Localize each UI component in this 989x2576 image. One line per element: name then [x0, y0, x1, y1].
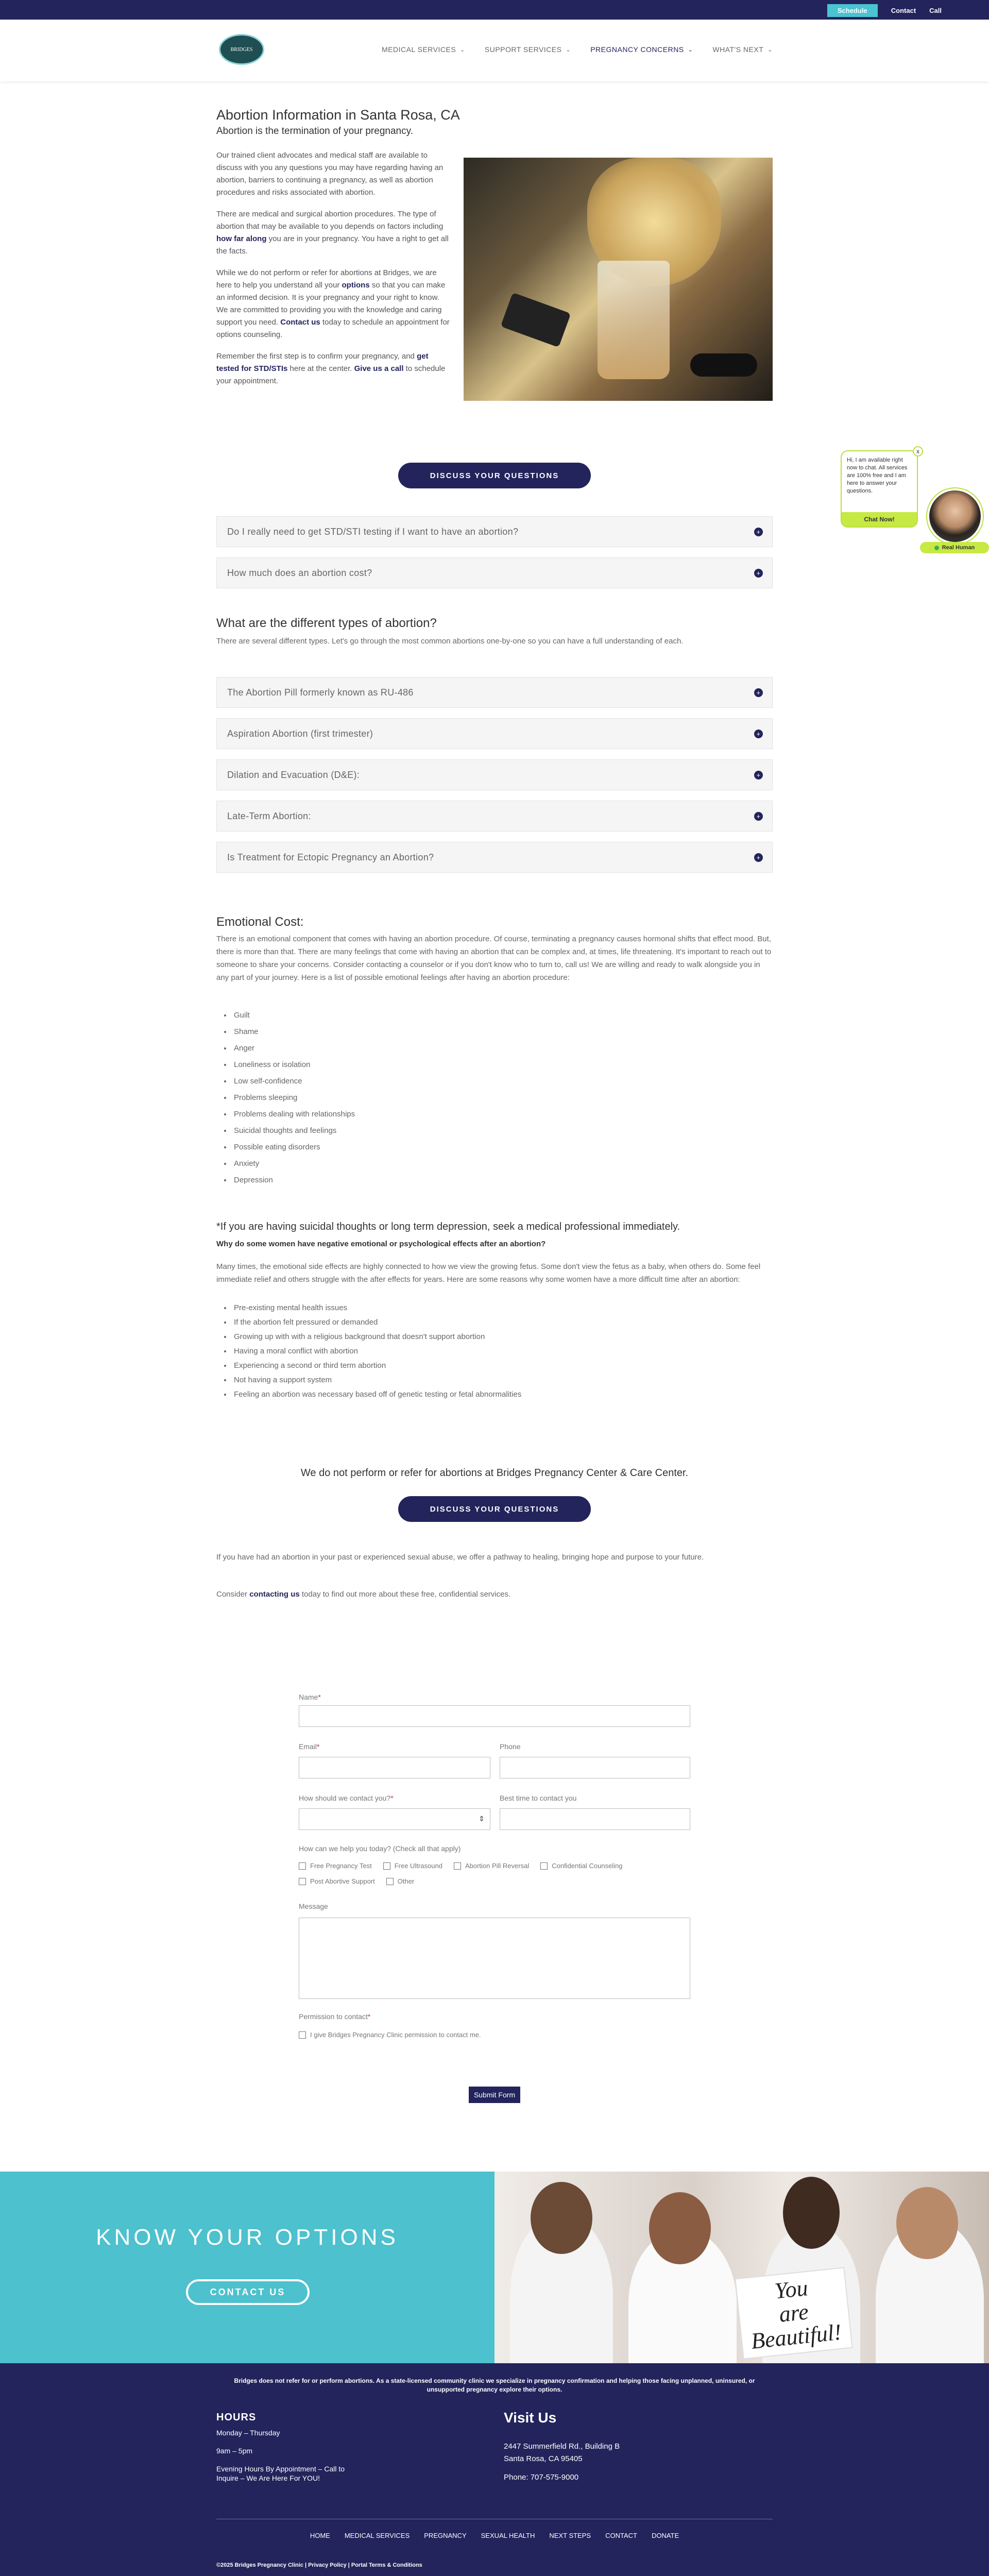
phone-input[interactable]: [500, 1757, 690, 1778]
hero-image: [464, 158, 773, 401]
list-item: • Depression: [232, 1176, 773, 1184]
emotional-list: [227, 1011, 773, 1192]
intro-paragraph-1: Our trained client advocates and medical staff are available to discuss with you any questions you may have regarding having an abortion, barriers to continuing a pregnancy, as well as abortion procedures and risks associated with abortion.: [216, 151, 444, 197]
best-time-label: Best time to contact you: [500, 1794, 577, 1802]
intro-paragraph-4: [216, 350, 451, 387]
contacting-us-link[interactable]: contacting us: [249, 1590, 300, 1599]
list-item: • Having a moral conflict with abortion: [232, 1347, 773, 1355]
hours-heading: HOURS: [216, 2412, 257, 2423]
chevron-down-icon: ⌄: [688, 46, 693, 53]
checkbox-label: Post Abortive Support: [310, 1877, 375, 1885]
why-text: Many times, the emotional side effects are highly connected to how we view the growing fetus. Some don't view the fetus as a baby, when others do. Some feel immediate relief and others struggle with the after effects for years. Here are some reasons why some women have a more difficult time after an abortion:: [216, 1262, 761, 1284]
image-detail: [598, 261, 670, 379]
select-arrows-icon: ⇕: [479, 1815, 485, 1823]
options-banner: [0, 2172, 494, 2363]
text: Remember the first step is to confirm your pregnancy, and: [216, 352, 417, 361]
checkbox-free-pregnancy-test[interactable]: [299, 1862, 372, 1870]
checkbox-other[interactable]: [386, 1877, 415, 1885]
footer-nav-pregnancy[interactable]: PREGNANCY: [424, 2532, 467, 2539]
chevron-down-icon: ⌄: [566, 46, 571, 53]
types-heading: What are the different types of abortion?: [216, 616, 437, 630]
list-item: • Low self-confidence: [232, 1077, 773, 1086]
faq-accordion-cost[interactable]: [216, 557, 773, 588]
intro-paragraph-3: [216, 267, 451, 341]
accordion-label: Aspiration Abortion (first trimester): [227, 728, 373, 739]
list-item: • Experiencing a second or third term abortion: [232, 1361, 773, 1370]
email-label: [299, 1742, 319, 1751]
contact-us-button[interactable]: CONTACT US: [186, 2279, 310, 2305]
list-item: • If the abortion felt pressured or demanded: [232, 1318, 773, 1327]
list-item: • Suicidal thoughts and feelings: [232, 1126, 773, 1135]
checkbox[interactable]: [386, 1878, 394, 1885]
real-human-badge: [920, 542, 989, 553]
message-textarea[interactable]: [299, 1918, 690, 1999]
address-line: 2447 Summerfield Rd., Building B: [504, 2442, 620, 2451]
plus-icon: +: [754, 569, 763, 578]
why-heading: Why do some women have negative emotional or psychological effects after an abortion?: [216, 1240, 546, 1248]
checkbox-label: Free Pregnancy Test: [310, 1862, 372, 1870]
required-mark: *: [318, 1693, 321, 1701]
footer-nav-next-steps[interactable]: NEXT STEPS: [549, 2532, 591, 2539]
best-time-input[interactable]: [500, 1808, 690, 1830]
consider-text: [216, 1588, 773, 1601]
contact-us-link[interactable]: Contact us: [280, 318, 320, 327]
address-line: Santa Rosa, CA 95405: [504, 2454, 583, 2463]
accordion-ectopic[interactable]: [216, 842, 773, 873]
accordion-label: How much does an abortion cost?: [227, 567, 372, 578]
top-links: [827, 4, 942, 17]
footer-nav-donate[interactable]: DONATE: [651, 2532, 679, 2539]
checkbox-permission[interactable]: [299, 2031, 481, 2039]
label-text: Permission to contact: [299, 2012, 368, 2021]
footer-info: [216, 2573, 773, 2576]
text: While we do not perform or refer for abortions at Bridges, we are here to help you understand all your: [216, 268, 437, 290]
chat-now-button[interactable]: Chat Now!: [842, 512, 917, 527]
nav-label: PREGNANCY CONCERNS: [590, 45, 684, 54]
footer-nav-home[interactable]: HOME: [310, 2532, 330, 2539]
footer-disclaimer: Bridges does not refer for or perform abortions. As a state-licensed community clinic we specialize in pregnancy confirmation and helping those facing unplanned, uninsured, or unsupported pregnancy explore their options.: [234, 2377, 755, 2393]
give-us-a-call-link[interactable]: Give us a call: [354, 364, 404, 373]
help-options-row-1: [299, 1862, 623, 1870]
checkbox[interactable]: [540, 1862, 548, 1870]
footer-nav: [216, 2532, 773, 2539]
site-logo[interactable]: [219, 34, 264, 65]
checkbox[interactable]: [299, 2031, 306, 2039]
sign-text: are: [778, 2299, 810, 2327]
std-testing-link[interactable]: get tested for STD/STIs: [216, 352, 429, 373]
accordion-label: Is Treatment for Ectopic Pregnancy an Abortion?: [227, 852, 434, 862]
text: so that you can make an informed decision. It is your pregnancy and your right to know. We are committed to providing you with the knowledge and caring support you need.: [216, 281, 446, 327]
required-mark: *: [367, 2012, 371, 2021]
text: today to schedule an appointment for options counseling.: [216, 318, 450, 339]
checkbox-label: Confidential Counseling: [552, 1862, 623, 1870]
checkbox-label: Free Ultrasound: [394, 1862, 442, 1870]
plus-icon: +: [754, 812, 763, 821]
call-link[interactable]: Call: [929, 7, 942, 14]
nav-whats-next[interactable]: [712, 45, 773, 54]
label-text: Name: [299, 1693, 318, 1701]
footer-nav-contact[interactable]: CONTACT: [605, 2532, 637, 2539]
nav-label: SUPPORT SERVICES: [484, 45, 562, 54]
checkbox-label: Other: [397, 1877, 415, 1885]
accordion-aspiration[interactable]: [216, 718, 773, 749]
text: you are in your pregnancy. You have a right to get all the facts.: [216, 234, 449, 256]
email-input[interactable]: [299, 1757, 490, 1778]
image-detail: [501, 293, 571, 348]
banner-heading: KNOW YOUR OPTIONS: [96, 2225, 399, 2250]
image-detail: [783, 2177, 840, 2249]
checkbox[interactable]: [383, 1862, 390, 1870]
discuss-questions-button-2[interactable]: DISCUSS YOUR QUESTIONS: [398, 1496, 591, 1522]
contact-method-label: [299, 1794, 394, 1802]
chevron-down-icon: ⌄: [460, 46, 465, 53]
accordion-label: The Abortion Pill formerly known as RU-486: [227, 687, 414, 698]
list-item: • Loneliness or isolation: [232, 1060, 773, 1069]
text: today to find out more about these free, confidential services.: [299, 1590, 511, 1599]
address-block: [504, 2441, 648, 2484]
image-detail: [690, 353, 757, 377]
emotional-heading: Emotional Cost:: [216, 915, 304, 929]
close-icon[interactable]: x: [913, 446, 923, 456]
how-far-along-link[interactable]: how far along: [216, 234, 267, 243]
intro-text: [216, 149, 451, 397]
name-input[interactable]: [299, 1705, 690, 1727]
schedule-button[interactable]: Schedule: [827, 4, 878, 17]
phone-label: Phone: [500, 1742, 521, 1751]
online-dot-icon: [934, 546, 939, 550]
list-item: • Possible eating disorders: [232, 1143, 773, 1151]
required-mark: *: [390, 1794, 394, 1802]
text: to schedule your appointment.: [216, 364, 446, 385]
page-title: Abortion Information in Santa Rosa, CA: [216, 107, 460, 123]
you-are-beautiful-sign: [735, 2267, 852, 2360]
main-nav: [382, 45, 773, 54]
required-mark: *: [317, 1742, 320, 1751]
sign-text: Beautiful!: [749, 2319, 843, 2354]
no-abortion-note: We do not perform or refer for abortions at Bridges Pregnancy Center & Care Center.: [300, 1467, 689, 1479]
help-label: How can we help you today? (Check all that apply): [299, 1844, 461, 1853]
nav-label: WHAT'S NEXT: [712, 45, 764, 54]
help-options-row-2: [299, 1877, 414, 1885]
list-item: • Growing up with with a religious background that doesn't support abortion: [232, 1332, 773, 1341]
hours-time: 9am – 5pm: [216, 2447, 253, 2455]
checkbox-label: Abortion Pill Reversal: [465, 1862, 530, 1870]
nav-pregnancy-concerns[interactable]: [590, 45, 693, 54]
text: There are medical and surgical abortion procedures. The type of abortion that may be available to you depends on factors including: [216, 210, 444, 231]
copyright: ©2025 Bridges Pregnancy Clinic | Privacy Policy | Portal Terms & Conditions: [216, 2562, 422, 2568]
plus-icon: +: [754, 688, 763, 697]
badge-label: Real Human: [942, 545, 975, 551]
accordion-label: Late-Term Abortion:: [227, 810, 311, 821]
suicide-warning: *If you are having suicidal thoughts or long term depression, seek a medical professional immediately.: [216, 1221, 680, 1232]
accordion-late-term[interactable]: [216, 801, 773, 832]
list-item: • Not having a support system: [232, 1376, 773, 1384]
reasons-list: [227, 1303, 773, 1404]
permission-label: [299, 2012, 370, 2021]
chevron-down-icon: ⌄: [768, 46, 773, 53]
top-bar: [0, 0, 989, 20]
healing-text: If you have had an abortion in your past or experienced sexual abuse, we offer a pathway to healing, bringing hope and purpose to your future.: [216, 1553, 704, 1562]
site-footer: [0, 2363, 989, 2576]
footer-nav-medical-services[interactable]: MEDICAL SERVICES: [344, 2532, 410, 2539]
checkbox-label: I give Bridges Pregnancy Clinic permission to contact me.: [310, 2031, 481, 2039]
list-item: • Problems dealing with relationships: [232, 1110, 773, 1118]
contact-link[interactable]: Contact: [891, 7, 916, 14]
accordion-label: Do I really need to get STD/STI testing if I want to have an abortion?: [227, 526, 519, 537]
image-detail: [649, 2192, 711, 2264]
plus-icon: +: [754, 730, 763, 738]
avatar[interactable]: [927, 488, 983, 544]
list-item: • Problems sleeping: [232, 1093, 773, 1102]
hours-evening: Evening Hours By Appointment – Call to Inquire – We Are Here For YOU!: [216, 2465, 345, 2482]
nav-medical-services[interactable]: [382, 45, 465, 54]
plus-icon: +: [754, 528, 763, 536]
sign-text: You: [773, 2275, 809, 2304]
accordion-abortion-pill[interactable]: [216, 677, 773, 708]
checkbox[interactable]: [454, 1862, 461, 1870]
text: Consider: [216, 1590, 250, 1599]
banner-image: [494, 2172, 989, 2363]
checkbox[interactable]: [299, 1862, 306, 1870]
hours-days: Monday – Thursday: [216, 2429, 280, 2437]
list-item: • Shame: [232, 1027, 773, 1036]
list-item: • Anxiety: [232, 1159, 773, 1168]
checkbox-abortion-pill-reversal[interactable]: [454, 1862, 529, 1870]
text: here at the center.: [287, 364, 354, 373]
visit-heading: Visit Us: [504, 2410, 557, 2426]
options-link[interactable]: options: [342, 281, 370, 290]
accordion-dilation-evacuation[interactable]: [216, 759, 773, 790]
hours-block: [216, 2428, 350, 2492]
plus-icon: +: [754, 771, 763, 779]
list-item: • Pre-existing mental health issues: [232, 1303, 773, 1312]
checkbox-confidential-counseling[interactable]: [540, 1862, 622, 1870]
footer-nav-sexual-health[interactable]: SEXUAL HEALTH: [481, 2532, 535, 2539]
chat-message: Hi, I am available right now to chat. All services are 100% free and I am here to answer your questions.: [847, 457, 908, 494]
message-label: Message: [299, 1902, 328, 1910]
faq-accordion-std-testing[interactable]: [216, 516, 773, 547]
label-text: Email: [299, 1742, 317, 1751]
image-detail: [531, 2182, 592, 2254]
checkbox[interactable]: [299, 1878, 306, 1885]
list-item: • Anger: [232, 1044, 773, 1053]
checkbox-free-ultrasound[interactable]: [383, 1862, 442, 1870]
name-label: [299, 1693, 321, 1701]
submit-button[interactable]: Submit Form: [469, 2087, 520, 2103]
list-item: • Guilt: [232, 1011, 773, 1020]
types-intro: There are several different types. Let's go through the most common abortions one-by-one so you can have a full understanding of each.: [216, 637, 684, 646]
logo-text: BRIDGES: [230, 46, 253, 53]
accordion-label: Dilation and Evacuation (D&E):: [227, 769, 360, 780]
checkbox-post-abortive-support[interactable]: [299, 1877, 375, 1885]
site-header: [0, 20, 989, 81]
nav-support-services[interactable]: [485, 45, 571, 54]
intro-paragraph-2: [216, 208, 451, 258]
discuss-questions-button[interactable]: DISCUSS YOUR QUESTIONS: [398, 463, 591, 488]
plus-icon: +: [754, 853, 763, 862]
label-text: How should we contact you?: [299, 1794, 391, 1802]
page-subtitle: Abortion is the termination of your pregnancy.: [216, 126, 413, 137]
contact-method-select[interactable]: [299, 1808, 490, 1830]
emotional-text: There is an emotional component that comes with having an abortion procedure. Of course, terminating a pregnancy causes hormonal shifts that effect mood. But, there is more than that. There are many feelings that come with having an abortion that can be complex and, at times, life threatening. It's important to reach out to someone to share your concerns. Consider contacting a counselor or if you don't know who to turn to, call us! We are willing and ready to walk alongside you in any part of your journey. Here is a list of possible emotional feelings after having an abortion procedure:: [216, 935, 772, 982]
footer-phone[interactable]: Phone: 707-575-9000: [504, 2473, 579, 2482]
nav-label: MEDICAL SERVICES: [382, 45, 456, 54]
list-item: • Feeling an abortion was necessary based off of genetic testing or fetal abnormalities: [232, 1390, 773, 1399]
image-detail: [896, 2187, 958, 2259]
permission-row: [299, 2031, 481, 2039]
